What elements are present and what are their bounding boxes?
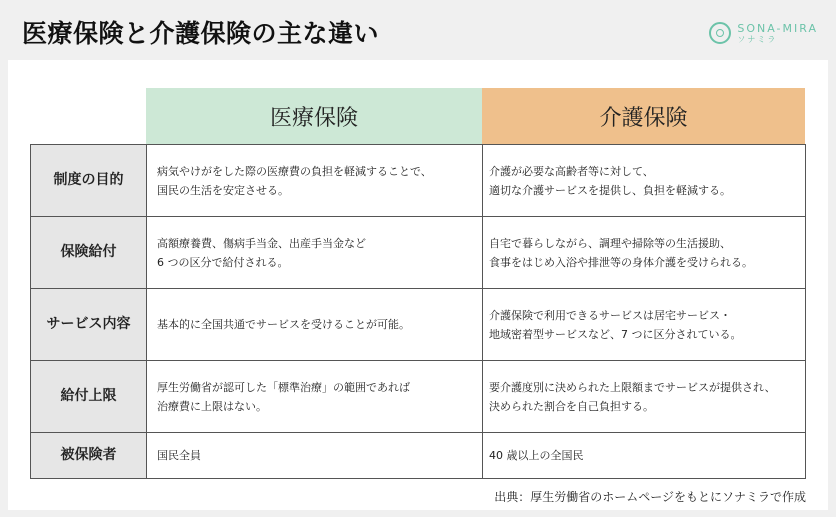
column-header-care: 介護保険 <box>482 88 805 144</box>
cell-text: 国民の生活を安定させる。 <box>157 183 289 197</box>
cell-text: 食事をはじめ入浴や排泄等の身体介護を受けられる。 <box>489 255 753 269</box>
care-cell <box>483 217 806 289</box>
cell-text: 介護が必要な高齢者等に対して、 <box>489 164 654 178</box>
cell-text: 国民全員 <box>157 449 201 462</box>
care-cell <box>483 361 806 433</box>
cell-text: 治療費に上限はない。 <box>157 399 267 413</box>
table-row <box>31 289 806 361</box>
cell-text: 介護保険で利用できるサービスは居宅サービス・ <box>489 308 731 322</box>
column-header-medical: 医療保険 <box>146 88 482 144</box>
medical-cell <box>147 361 483 433</box>
table-row <box>31 145 806 217</box>
medical-cell <box>147 217 483 289</box>
logo-icon <box>709 22 731 44</box>
row-label: サービス内容 <box>31 289 147 361</box>
table-row <box>31 217 806 289</box>
cell-text: 病気やけがをした際の医療費の負担を軽減することで、 <box>157 164 432 178</box>
source-note: 出典：厚生労働省のホームページをもとにソナミラで作成 <box>494 490 806 504</box>
cell-text: 6 つの区分で給付される。 <box>157 255 289 269</box>
cell-text: 厚生労働省が認可した「標準治療」の範囲であれば <box>157 380 410 394</box>
medical-cell <box>147 289 483 361</box>
cell-text: 地域密着型サービスなど、7 つに区分されている。 <box>489 327 742 341</box>
comparison-table <box>30 144 806 479</box>
row-label: 被保険者 <box>31 433 147 479</box>
cell-text: 適切な介護サービスを提供し、負担を軽減する。 <box>489 183 731 197</box>
comparison-card <box>8 60 828 510</box>
cell-text: 高額療養費、傷病手当金、出産手当金など <box>157 236 366 250</box>
care-cell <box>483 145 806 217</box>
logo-text-en: SONA-MIRA <box>737 21 818 35</box>
medical-cell <box>147 145 483 217</box>
cell-text: 自宅で暮らしながら、調理や掃除等の生活援助、 <box>489 236 731 250</box>
brand-logo[interactable] <box>709 22 818 44</box>
cell-text: 要介護度別に決められた上限額までサービスが提供され、 <box>489 380 776 394</box>
table-row <box>31 361 806 433</box>
row-label: 給付上限 <box>31 361 147 433</box>
care-cell <box>483 289 806 361</box>
row-label: 制度の目的 <box>31 145 147 217</box>
row-label: 保険給付 <box>31 217 147 289</box>
page-title: 医療保険と介護保険の主な違い <box>22 19 380 48</box>
care-cell <box>483 433 806 479</box>
medical-cell <box>147 433 483 479</box>
table-row <box>31 433 806 479</box>
cell-text: 決められた割合を自己負担する。 <box>489 399 654 413</box>
cell-text: 基本的に全国共通でサービスを受けることが可能。 <box>157 318 410 331</box>
cell-text: 40 歳以上の全国民 <box>489 449 584 462</box>
logo-text-jp: ソナミラ <box>737 34 778 44</box>
